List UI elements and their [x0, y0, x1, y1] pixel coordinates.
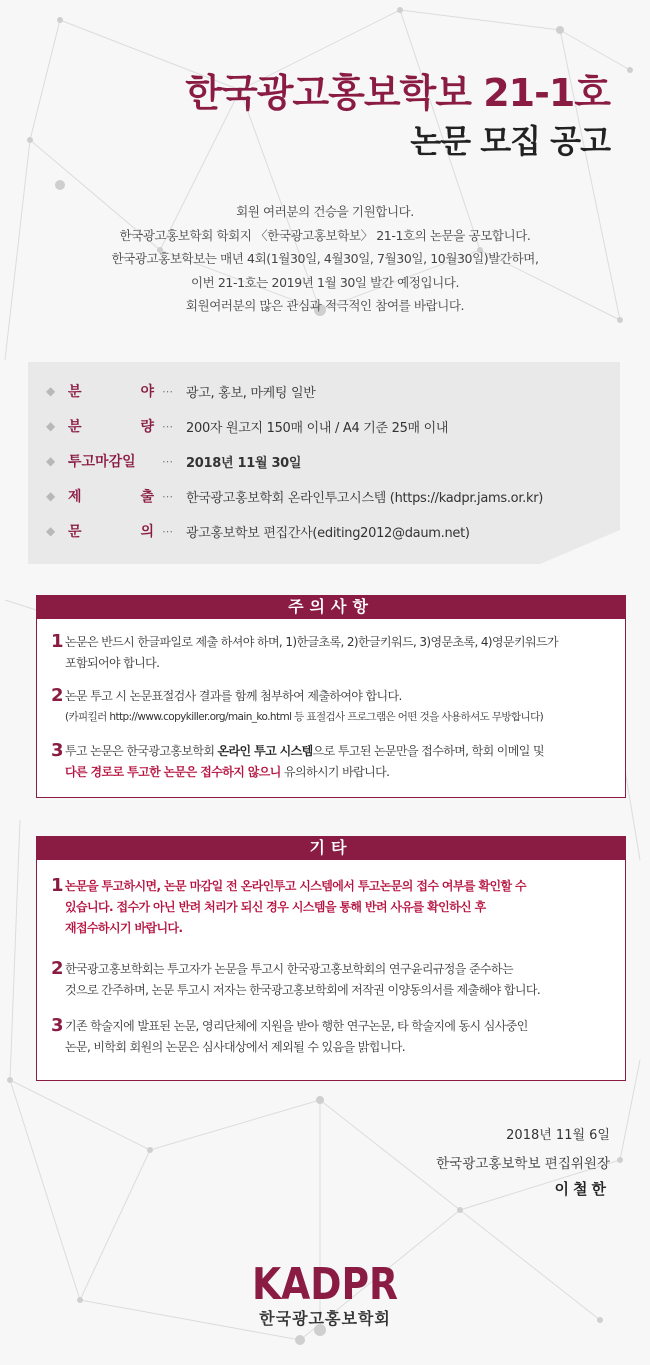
intro-line: 회원여러분의 많은 관심과 적극적인 참여를 바랍니다.: [185, 298, 465, 313]
item-number: 2: [51, 958, 64, 979]
contact-email-link[interactable]: 광고홍보학보 편집간사(editing2012@daum.net): [186, 525, 470, 541]
page-title: 한국광고홍보학보 21-1호: [185, 71, 610, 115]
info-value: 광고, 홍보, 마케팅 일반: [186, 385, 316, 401]
dots-separator: ⋯: [162, 454, 173, 468]
info-label: 제 출: [68, 489, 154, 505]
info-row-field: [46, 379, 315, 403]
info-label: 투고마감일: [68, 454, 136, 470]
info-value: 200자 원고지 150매 이내 / A4 기준 25매 이내: [186, 420, 449, 436]
etc-section-title: 기타: [36, 836, 626, 860]
dots-separator: ⋯: [162, 489, 173, 503]
item-number: 1: [51, 875, 64, 896]
diamond-bullet-icon: ◆: [46, 419, 56, 433]
page-fold-corner: [540, 530, 620, 564]
signature-name: 이철한: [554, 1180, 610, 1198]
item-number: 3: [51, 740, 64, 761]
item-number: 3: [51, 1015, 64, 1036]
kadpr-logo: [252, 1255, 402, 1345]
etc-section-box: [36, 860, 626, 1081]
notice-item: 1 논문은 반드시 한글파일로 제출 하셔야 하며, 1)한글초록, 2)한글키워드, 3)영문초록, 4)영문키워드가 포함되어야 합니다.: [51, 632, 615, 674]
info-row-deadline: [46, 449, 301, 473]
info-label: 문 의: [68, 524, 154, 540]
intro-line: 회원 여러분의 건승을 기원합니다.: [236, 204, 414, 219]
info-row-length: [46, 414, 448, 438]
dots-separator: ⋯: [162, 524, 173, 538]
diamond-bullet-icon: ◆: [46, 489, 56, 503]
info-row-submit: [46, 484, 543, 508]
diamond-bullet-icon: ◆: [46, 524, 56, 538]
notice-section-title: 주의사항: [36, 595, 626, 619]
intro-line: 이번 21-1호는 2019년 1월 30일 발간 예정입니다.: [190, 274, 460, 290]
diamond-bullet-icon: ◆: [46, 384, 56, 398]
dots-separator: ⋯: [162, 419, 173, 433]
etc-item: 3 기존 학술지에 발표된 논문, 영리단체에 지원을 받아 행한 연구논문, 타 학술지에 동시 심사중인 논문, 비학회 회원의 논문은 심사대상에서 제외될 수 있음을 밝힙니다.: [51, 1016, 615, 1058]
intro-line: 한국광고홍보학회 학회지 〈한국광고홍보학보〉 21-1호의 논문을 공모합니다.: [119, 227, 531, 243]
notice-section-box: [36, 619, 626, 798]
etc-item: 2 한국광고홍보학회는 투고자가 논문을 투고시 한국광고홍보학회의 연구윤리규정을 준수하는 것으로 간주하며, 논문 투고시 저자는 한국광고홍보학회에 저작권 이양동의서를 제출해야 합니다.: [51, 959, 615, 1001]
submission-link[interactable]: 한국광고홍보학회 온라인투고시스템 (https://kadpr.jams.or.kr): [186, 490, 544, 506]
diamond-bullet-icon: ◆: [46, 454, 56, 468]
info-row-contact: [46, 519, 470, 543]
etc-item: 1 논문을 투고하시면, 논문 마감일 전 온라인투고 시스템에서 투고논문의 접수 여부를 확인할 수 있습니다. 접수가 아닌 반려 처리가 되신 경우 시스템을 통해 반려 사유를 확인하신 후 재접수하시기 바랍니다.: [51, 876, 615, 939]
info-label: 분 량: [68, 419, 154, 435]
dots-separator: ⋯: [162, 384, 173, 398]
logo-text: KADPR: [252, 1259, 398, 1310]
item-number: 1: [51, 631, 64, 652]
intro-line: 한국광고홍보학보는 매년 4회(1월30일, 4월30일, 7월30일, 10월30일)발간하며,: [111, 251, 539, 266]
notice-item: 2 논문 투고 시 논문표절검사 결과를 함께 첨부하여 제출하여야 합니다. (카피킬러 http://www.copykiller.org/main_ko.html 등 표절검사 프로그램은 어떤 것을 사용하셔도 무방합니다): [51, 686, 615, 728]
info-value: 2018년 11월 30일: [186, 455, 302, 471]
signature-org: 한국광고홍보학보 편집위원장: [436, 1156, 610, 1172]
info-box: [28, 362, 620, 564]
info-label: 분 야: [68, 384, 154, 400]
item-number: 2: [51, 685, 64, 706]
intro-text: [0, 200, 650, 318]
page-subtitle: 논문 모집 공고: [410, 122, 610, 160]
logo-org-name: 한국광고홍보학회: [259, 1309, 391, 1328]
signature-date: 2018년 11월 6일: [506, 1128, 610, 1143]
notice-item: 3 투고 논문은 한국광고홍보학회 온라인 투고 시스템으로 투고된 논문만을 접수하며, 학회 이메일 및 다른 경로로 투고한 논문은 접수하지 않으니 유의하시기 바랍니다.: [51, 741, 615, 783]
